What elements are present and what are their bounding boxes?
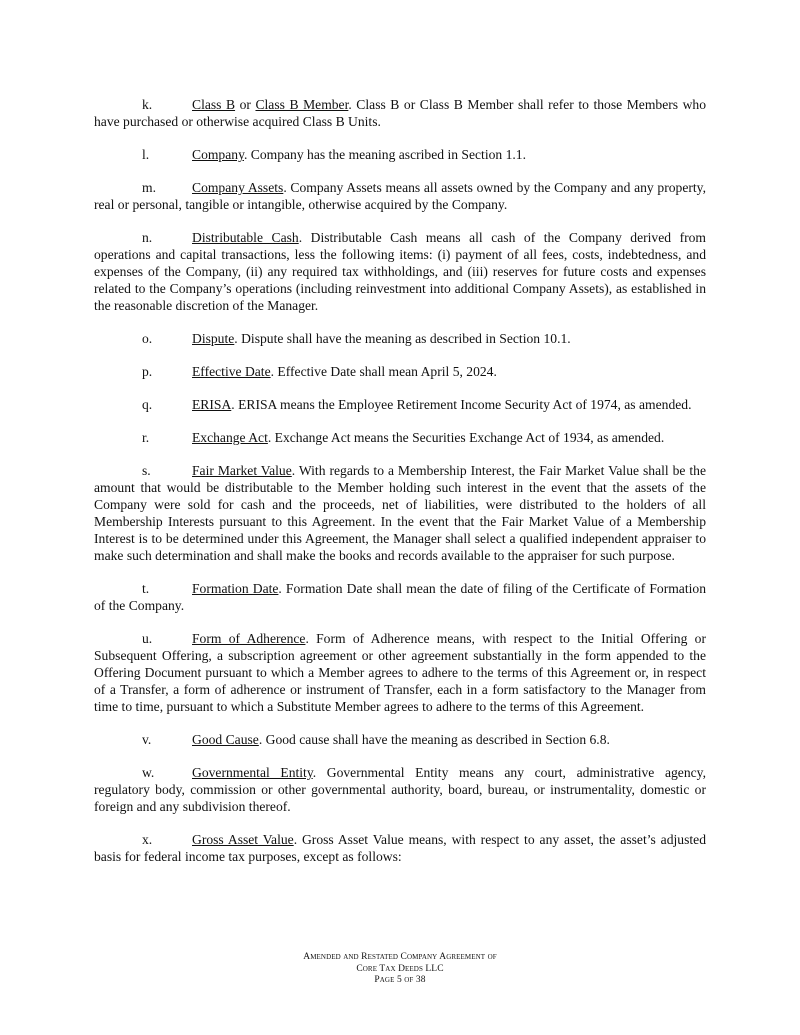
definition-o [94, 330, 706, 347]
definition-text: . Effective Date shall mean April 5, 2024. [270, 364, 497, 379]
definition-text: . Company Assets means all assets owned by the Company and any property, real or personal, tangible or intangible, otherwise acquired by the Company. [94, 180, 706, 212]
definition-letter: k. [142, 97, 153, 112]
definition-text: . Form of Adherence means, with respect to the Initial Offering or Subsequent Offering, a subscription agreement or other agreement substantially in the form appended to the Offering Document pursuant to which a Member agrees to adhere to the terms of this Agreement or, in respect of a Transfer, a form of adherence or instrument of Transfer, each in a form satisfactory to the Manager from time to time, pursuant to which a Substitute Member agrees to adhere to the terms of this Agreement. [94, 631, 706, 714]
definition-term: ERISA [192, 397, 232, 412]
definition-text: . Dispute shall have the meaning as described in Section 10.1. [234, 331, 571, 346]
definition-text: . ERISA means the Employee Retirement Income Security Act of 1974, as amended. [231, 397, 692, 412]
definition-text: . Exchange Act means the Securities Exchange Act of 1934, as amended. [267, 430, 665, 445]
definition-v [94, 731, 706, 748]
footer-agreement-title: Amended and Restated Company Agreement of [303, 952, 497, 962]
definition-l [94, 146, 706, 163]
definition-term: Good Cause [192, 732, 259, 747]
definition-letter: x. [142, 832, 153, 847]
definition-text: . Gross Asset Value means, with respect to any asset, the asset’s adjusted basis for federal income tax purposes, except as follows: [94, 832, 706, 864]
definition-letter: v. [142, 732, 152, 747]
definition-letter: r. [142, 430, 150, 445]
footer-page-prefix: Page [374, 975, 397, 985]
definition-k [94, 96, 706, 130]
definition-letter: l. [142, 147, 150, 162]
definition-term: Gross Asset Value [192, 832, 294, 847]
definition-m [94, 179, 706, 213]
definition-text: . Good cause shall have the meaning as described in Section 6.8. [258, 732, 610, 747]
definition-w [94, 764, 706, 815]
definition-term: Dispute [192, 331, 235, 346]
definition-term-2: Class B Member [255, 97, 349, 112]
definition-r [94, 429, 706, 446]
footer-page-total: 38 [415, 975, 426, 985]
definition-letter: t. [142, 581, 150, 596]
definition-connector: or [235, 97, 256, 112]
definition-text: . With regards to a Membership Interest, the Fair Market Value shall be the amount that would be distributable to the Member holding such interest in the event that the assets of the Company were sold for cash and the proceeds, net of liabilities, were distributed to the holders of all Membership Interests pursuant to this Agreement. In the event that the Fair Market Value of a Membership Interest is to be determined under this Agreement, the Manager shall select a qualified independent appraiser to make such determination and shall make the books and records available to the appraiser for such purpose. [94, 463, 706, 563]
definition-letter: u. [142, 631, 153, 646]
definitions-list [94, 96, 706, 881]
definition-term: Governmental Entity [192, 765, 313, 780]
footer-page-current: 5 [396, 975, 402, 985]
footer-page-number [0, 975, 800, 987]
definition-letter: o. [142, 331, 153, 346]
definition-term: Effective Date [192, 364, 271, 379]
definition-term: Company [192, 147, 244, 162]
definition-term: Company Assets [192, 180, 284, 195]
definition-letter: p. [142, 364, 153, 379]
definition-u [94, 630, 706, 715]
definition-n [94, 229, 706, 314]
definition-p [94, 363, 706, 380]
definition-term: Distributable Cash [192, 230, 299, 245]
definition-term: Exchange Act [192, 430, 268, 445]
footer-page-of: of [401, 975, 416, 985]
definition-s [94, 462, 706, 564]
definition-text: . Class B or Class B Member shall refer to those Members who have purchased or otherwise acquired Class B Units. [94, 97, 706, 129]
definition-t [94, 580, 706, 614]
definition-x [94, 831, 706, 865]
definition-text: . Formation Date shall mean the date of filing of the Certificate of Formation of the Company. [94, 581, 706, 613]
page-footer [0, 952, 800, 987]
definition-letter: w. [142, 765, 155, 780]
definition-term: Class B [192, 97, 236, 112]
definition-q [94, 396, 706, 413]
definition-letter: m. [142, 180, 156, 195]
footer-company-name: Core Tax Deeds LLC [356, 963, 444, 974]
definition-letter: n. [142, 230, 153, 245]
definition-term: Formation Date [192, 581, 279, 596]
definition-letter: q. [142, 397, 153, 412]
definition-text: . Distributable Cash means all cash of the Company derived from operations and capital transactions, less the following items: (i) payment of all fees, costs, indebtedness, and expenses of the Company, (ii) any required tax withholdings, and (iii) reserves for future costs and expenses related to the Company’s operations (including reinvestment into additional Company Assets), as established in the reasonable discretion of the Manager. [94, 230, 707, 313]
definition-term: Fair Market Value [192, 463, 292, 478]
definition-term: Form of Adherence [192, 631, 306, 646]
definition-text: . Company has the meaning ascribed in Section 1.1. [243, 147, 526, 162]
definition-letter: s. [142, 463, 151, 478]
definition-text: . Governmental Entity means any court, administrative agency, regulatory body, commission or other governmental authority, board, bureau, or instrumentality, domestic or foreign and any subdivision thereof. [94, 765, 706, 814]
